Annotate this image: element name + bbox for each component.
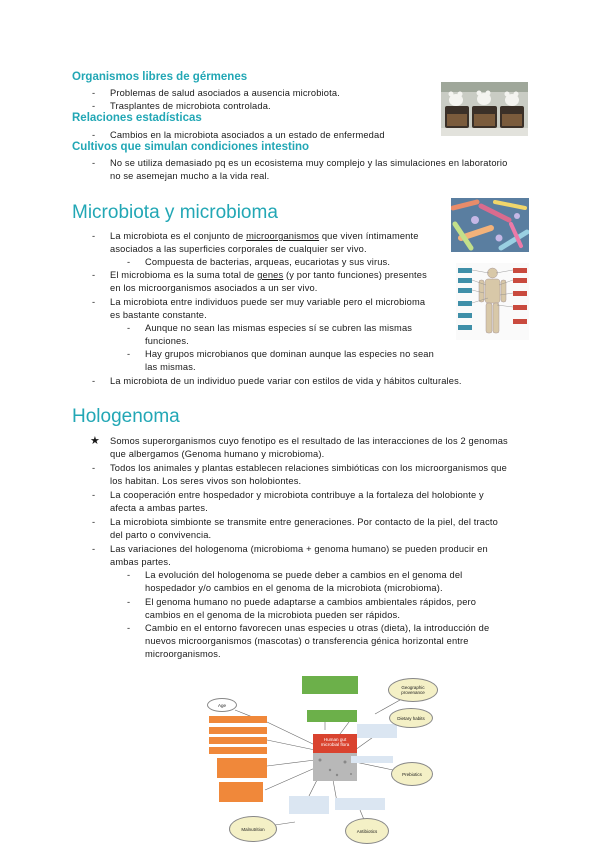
factor-box bbox=[335, 798, 385, 810]
bullet: - bbox=[92, 130, 96, 140]
text-line: Todos los animales y plantas establecen relaciones simbióticas con los microorganismos que bbox=[110, 463, 507, 473]
text-line: Cambio en el entorno favorecen unas especies u otras (dieta), la introducción de bbox=[145, 623, 490, 633]
bullet: - bbox=[92, 158, 96, 168]
factor-box bbox=[307, 710, 357, 722]
text-line: que albergamos (Genoma humano y microbioma). bbox=[110, 449, 325, 459]
text-line: cambios en el genoma de la microbiota pueden ser rápidos. bbox=[145, 610, 401, 620]
list-item: Cambios en la microbiota asociados a un estado de enfermedad bbox=[110, 130, 385, 140]
text-line: Aunque no sean las mismas especies sí se cubren las mismas bbox=[145, 323, 413, 333]
text-line: La evolución del hologenoma se puede deber a cambios en el genoma del bbox=[145, 570, 463, 580]
factor-box bbox=[357, 724, 397, 738]
bullet: - bbox=[92, 376, 96, 386]
heading-microbiota: Microbiota y microbioma bbox=[72, 202, 278, 223]
text: que viven íntimamente bbox=[319, 231, 419, 241]
text-line: no se asemejan mucho a la vida real. bbox=[110, 171, 270, 181]
text-line: Somos superorganismos cuyo fenotipo es el resultado de las interacciones de los 2 genomas bbox=[110, 436, 508, 446]
list-item: Problemas de salud asociados a ausencia microbiota. bbox=[110, 88, 340, 98]
factor-oval-diet: Dietary habits bbox=[389, 708, 433, 728]
factor-box bbox=[209, 716, 267, 723]
bullet: - bbox=[127, 349, 131, 359]
text-line: afecta a ambas partes. bbox=[110, 503, 208, 513]
factor-box bbox=[302, 676, 358, 694]
text-line: Compuesta de bacterias, arqueas, eucariotas y sus virus. bbox=[145, 257, 391, 267]
star-bullet-icon: ★ bbox=[90, 435, 100, 447]
text-line: las mismas. bbox=[145, 362, 196, 372]
mice-cages-image bbox=[441, 82, 528, 136]
factor-box bbox=[219, 782, 263, 802]
factor-box bbox=[209, 747, 267, 754]
gut-flora-diagram bbox=[205, 670, 443, 846]
text-line: los habitan. Los seres vivos son holobiontes. bbox=[110, 476, 302, 486]
bullet: - bbox=[92, 101, 96, 111]
factor-oval-age: Age bbox=[207, 698, 237, 712]
term-link: genes bbox=[257, 270, 284, 280]
paragraph-line bbox=[110, 269, 427, 281]
factor-oval-antibiotics: Antibiotics bbox=[345, 818, 389, 844]
factor-oval-prebiotics: Prebiotics bbox=[391, 762, 433, 786]
heading-cultures: Cultivos que simulan condiciones intestino bbox=[72, 141, 310, 153]
paragraph-line bbox=[110, 230, 441, 242]
heading-hologenome: Hologenoma bbox=[72, 406, 180, 427]
text-line: La microbiota entre individuos puede ser muy variable pero el microbioma bbox=[110, 297, 426, 307]
factor-box bbox=[217, 758, 267, 778]
center-flora-box: Human gut microbial flora bbox=[313, 734, 357, 753]
text-line: La cooperación entre hospedador y microbiota contribuye a la fortaleza del holobionte y bbox=[110, 490, 484, 500]
bullet: - bbox=[127, 570, 131, 580]
bullet: - bbox=[92, 517, 96, 527]
text-line: del parto o convivencia. bbox=[110, 530, 212, 540]
bullet: - bbox=[127, 257, 131, 267]
term-link: microorganismos bbox=[246, 231, 320, 241]
text-line: Hay grupos microbianos que dominan aunque las especies no sean bbox=[145, 349, 434, 359]
text-line: hospedador y/o cambios en el genoma de la microbiota (microbioma). bbox=[145, 583, 443, 593]
text: El microbioma es la suma total de bbox=[110, 270, 258, 280]
bullet: - bbox=[92, 490, 96, 500]
text-line: en los microorganismos asociados a un ser vivo. bbox=[110, 283, 318, 293]
bullet: - bbox=[127, 597, 131, 607]
bullet: - bbox=[92, 297, 96, 307]
body-microbiome-image bbox=[456, 263, 529, 340]
factor-box bbox=[209, 737, 267, 744]
text-line: funciones. bbox=[145, 336, 189, 346]
text: La microbiota es el conjunto de bbox=[110, 231, 247, 241]
bullet: - bbox=[92, 231, 96, 241]
bullet: - bbox=[92, 88, 96, 98]
factor-box bbox=[351, 756, 393, 763]
factor-box bbox=[209, 727, 267, 734]
factor-oval-malnutrition: Malnutrition bbox=[229, 816, 277, 842]
text: (y por tanto funciones) presentes bbox=[283, 270, 427, 280]
bullet: - bbox=[92, 270, 96, 280]
text-line: Las variaciones del hologenoma (microbioma + genoma humano) se pueden producir en bbox=[110, 544, 488, 554]
text-line: El genoma humano no puede adaptarse a cambios ambientales rápidos, pero bbox=[145, 597, 477, 607]
factor-oval-geo: Geographic provenance bbox=[388, 678, 438, 702]
bullet: - bbox=[92, 463, 96, 473]
text-line: asociados a las superficies corporales de cualquier ser vivo. bbox=[110, 244, 367, 254]
list-item: Trasplantes de microbiota controlada. bbox=[110, 101, 271, 111]
bacteria-image bbox=[451, 198, 529, 252]
bullet: - bbox=[127, 323, 131, 333]
bullet: - bbox=[92, 544, 96, 554]
text-line: es bastante constante. bbox=[110, 310, 207, 320]
heading-germ-free: Organismos libres de gérmenes bbox=[72, 71, 248, 83]
text-line: nuevos microorganismos (mascotas) o transferencia génica horizontal entre bbox=[145, 636, 469, 646]
factor-box bbox=[289, 796, 329, 814]
text-line: La microbiota de un individuo puede variar con estilos de vida y hábitos culturales. bbox=[110, 376, 462, 386]
text-line: ambas partes. bbox=[110, 557, 171, 567]
heading-statistical: Relaciones estadísticas bbox=[72, 112, 202, 124]
bullet: - bbox=[127, 623, 131, 633]
text-line: La microbiota simbionte se transmite entre generaciones. Por contacto de la piel, del tracto bbox=[110, 517, 498, 527]
text-line: No se utiliza demasiado pq es un ecosistema muy complejo y las simulaciones en laboratorio bbox=[110, 158, 508, 168]
text-line: microorganismos. bbox=[145, 649, 221, 659]
